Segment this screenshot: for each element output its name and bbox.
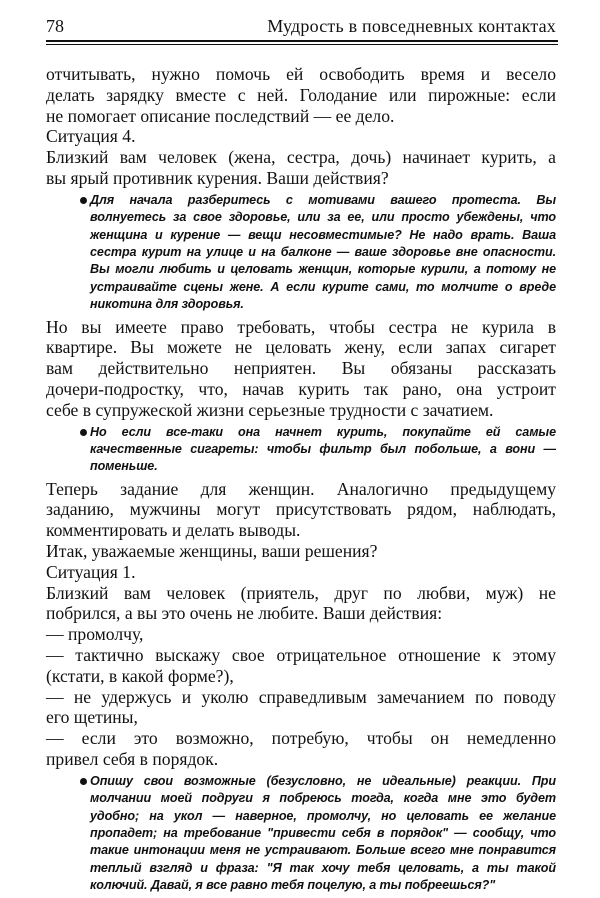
text-line: Ситуация 1.	[46, 561, 136, 582]
bullet-icon	[80, 197, 87, 204]
paragraph	[46, 728, 556, 770]
text-line: волнуетесь за свое здоровье, или за ее, или просто убеждены, что	[90, 210, 556, 225]
paragraph	[46, 645, 556, 687]
text-line: качественные сигареты: чтобы фильтр был побольше, а вони —	[90, 441, 556, 456]
text-line: Но если все-таки она начнет курить, покупайте ей самые	[90, 424, 556, 439]
text-line: Но вы имеете право требовать, чтобы сестра не курила в	[46, 316, 556, 337]
text-line: его щетины,	[46, 707, 138, 728]
text-line: — промолчу,	[46, 624, 144, 645]
text-line: заданию, мужчины могут присутствовать рядом, наблюдать,	[46, 499, 556, 520]
page-body	[46, 64, 556, 898]
bullet-icon	[80, 778, 87, 785]
paragraph	[46, 541, 556, 562]
page-number: 78	[46, 16, 64, 36]
text-line: не помогает описание последствий — ее дело.	[46, 105, 395, 126]
text-line: такие интонации меня не устраивают. Больше всего мне понравится	[90, 843, 556, 858]
text-line: Ситуация 4.	[46, 126, 136, 147]
bullet-icon	[80, 429, 87, 436]
paragraph	[46, 479, 556, 541]
paragraph	[46, 126, 556, 147]
commentary-note	[46, 773, 556, 895]
paragraph	[46, 562, 556, 583]
text-line: (кстати, в какой форме?),	[46, 665, 234, 686]
text-line: — не удержусь и уколю справедливым замечанием по поводу	[46, 686, 556, 707]
text-line: молчании моей подруги я побреюсь тогда, когда мне это будет	[90, 791, 556, 806]
text-line: вам действительно неприятен. Вы обязаны рассказать	[46, 358, 556, 379]
running-header	[46, 16, 556, 38]
text-line: себе в супружеской жизни серьезные трудности с зачатием.	[46, 399, 494, 420]
note-body	[90, 424, 556, 476]
paragraph	[46, 624, 556, 645]
text-line: делать зарядку вместе с ней. Голодание или пирожные: если	[46, 84, 556, 105]
paragraph	[46, 687, 556, 729]
text-line: устраивайте сцены жене. А если курите сами, то молчите о вреде	[90, 279, 556, 294]
text-line: отчитывать, нужно помочь ей освободить время и весело	[46, 64, 556, 84]
text-line: привел себя в порядок.	[46, 749, 219, 770]
commentary-note	[46, 192, 556, 314]
paragraph	[46, 64, 556, 126]
text-line: колючий. Давай, я все равно тебя поцелую, а ты побреешься?"	[90, 878, 496, 893]
text-line: Теперь задание для женщин. Аналогично предыдущему	[46, 478, 556, 499]
note-body	[90, 773, 556, 895]
text-line: Для начала разберитесь с мотивами вашего протеста. Вы	[90, 192, 556, 207]
text-line: Опишу свои возможные (безусловно, не идеальные) реакции. При	[90, 773, 556, 788]
header-rule	[46, 40, 558, 42]
text-line: — тактично выскажу свое отрицательное отношение к этому	[46, 645, 556, 666]
text-line: Близкий вам человек (приятель, друг по любви, муж) не	[46, 582, 556, 603]
text-line: комментировать и делать выводы.	[46, 520, 301, 541]
text-line: никотина для здоровья.	[90, 297, 244, 312]
text-line: побрился, а вы это очень не любите. Ваши действия:	[46, 603, 443, 624]
paragraph	[46, 317, 556, 421]
text-line: Близкий вам человек (жена, сестра, дочь) начинает курить, а	[46, 147, 556, 168]
text-line: теплый взгляд и фраза: "Я так хочу тебя целовать, а ты такой	[90, 860, 556, 875]
running-title: Мудрость в повседневных контактах	[267, 16, 556, 36]
text-line: женщина и курение — вещи несовместимые? Не надо врать. Ваша	[90, 227, 556, 242]
text-line: поменьше.	[90, 459, 158, 474]
paragraph	[46, 147, 556, 189]
note-body	[90, 192, 556, 314]
text-line: — если это возможно, потребую, чтобы он немедленно	[46, 728, 556, 749]
text-line: сестра курит на улице и на балконе — ваше здоровье вне опасности.	[90, 244, 556, 259]
text-line: Итак, уважаемые женщины, ваши решения?	[46, 541, 378, 562]
text-line: удобно; на укол — наверное, промолчу, но целовать ее желание	[90, 808, 556, 823]
text-line: Вы могли любить и целовать женщин, которые курили, а потому не	[90, 262, 556, 277]
paragraph	[46, 583, 556, 625]
text-line: пропадет; на требование "привести себя в порядок" — сообщу, что	[90, 826, 556, 840]
header-rule-thin	[46, 44, 558, 45]
text-line: дочери-подростку, что, начав курить так рано, она устроит	[46, 378, 556, 399]
text-line: вы ярый противник курения. Ваши действия?	[46, 167, 389, 188]
text-line: квартире. Вы можете не целовать жену, если запах сигарет	[46, 337, 556, 358]
commentary-note	[46, 424, 556, 476]
